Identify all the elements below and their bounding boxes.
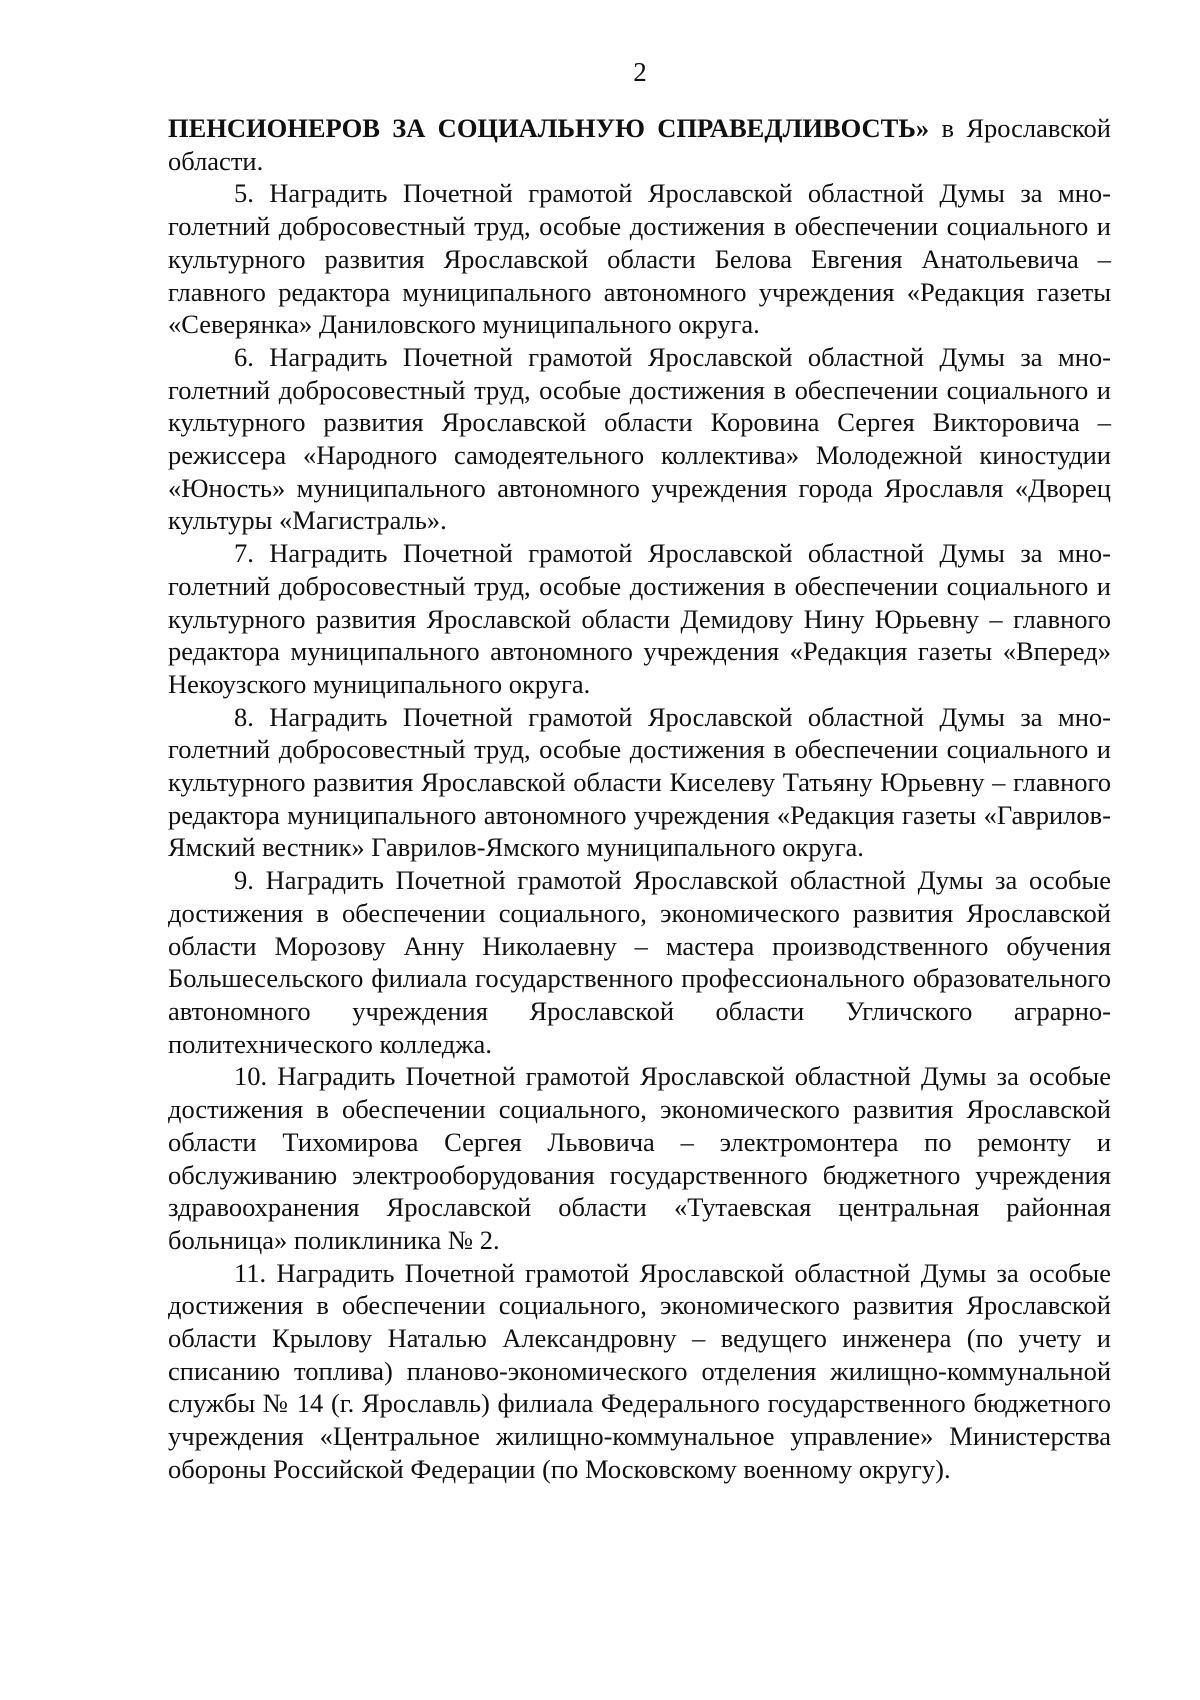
paragraph-item-5: 5. Наградить Почетной грамотой Ярославской областной Думы за многолетний добросовестный труд, особые достижения в обеспечении социального и культурного развития Ярославской области Белова Евгения Анатольевича – главного редактора муниципального автономного учреждения «Редакция газеты «Северянка» Даниловского муниципального округа. bbox=[168, 178, 1111, 340]
paragraph-item-8: 8. Наградить Почетной грамотой Ярославской областной Думы за многолетний добросовестный труд, особые достижения в обеспечении социального и культурного развития Ярославской области Киселеву Татьяну Юрьевну – главного редактора муниципального автономного учреждения «Редакция газеты «Гаврилов-Ямский вестник» Гаврилов-Ямского муниципального округа. bbox=[168, 701, 1111, 863]
paragraph-item-10: 10. Наградить Почетной грамотой Ярославской областной Думы за особые достижения в обеспечении социального, экономического развития Ярославской области Тихомирова Сергея Львовича – электромонтера по ремонту и обслуживанию электрооборудования государственного бюджетного учреждения здравоохранения Ярославской области «Тутаевская центральная районная больница» поликлиника № 2. bbox=[168, 1061, 1111, 1255]
paragraph-item-9: 9. Наградить Почетной грамотой Ярославской областной Думы за особые достижения в обеспечении социального, экономического развития Ярославской области Морозову Анну Николаевну – мастера производственного обучения Большесельского филиала государственного профессионального образовательного автономного учреждения Ярославской области Угличского аграрно-политехнического колледжа. bbox=[168, 865, 1111, 1059]
lead-paragraph bbox=[168, 112, 1111, 177]
paragraph-item-11: 11. Наградить Почетной грамотой Ярославской областной Думы за особые достижения в обеспечении социального, экономического развития Ярославской области Крылову Наталью Александровну – ведущего инженера (по учету и списанию топлива) планово-экономического отделения жилищно-коммунальной службы № 14 (г. Ярославль) филиала Федерального государственного бюджетного учреждения «Центральное жилищно-коммунальное управление» Министерства обороны Российской Федерации (по Московскому военному округу). bbox=[168, 1257, 1111, 1484]
lead-paragraph-rest: в Ярославской области. bbox=[168, 113, 1111, 176]
organization-name: ПЕНСИОНЕРОВ ЗА СОЦИАЛЬНУЮ СПРАВЕДЛИВОСТЬ» bbox=[168, 113, 930, 143]
page-number: 2 bbox=[633, 57, 647, 87]
paragraph-item-7: 7. Наградить Почетной грамотой Ярославской областной Думы за многолетний добросовестный труд, особые достижения в обеспечении социального и культурного развития Ярославской области Демидову Нину Юрьевну – главного редактора муниципального автономного учреждения «Редакция газеты «Вперед» Некоузского муниципального округа. bbox=[168, 538, 1111, 699]
document-body bbox=[168, 112, 1111, 1486]
paragraph-item-6: 6. Наградить Почетной грамотой Ярославской областной Думы за многолетний добросовестный труд, особые достижения в обеспечении социального и культурного развития Ярославской области Коровина Сергея Викторовича – режиссера «Народного самодеятельного коллектива» Молодежной киностудии «Юность» муниципального автономного учреждения города Ярославля «Дворец культуры «Магистраль». bbox=[168, 341, 1111, 536]
